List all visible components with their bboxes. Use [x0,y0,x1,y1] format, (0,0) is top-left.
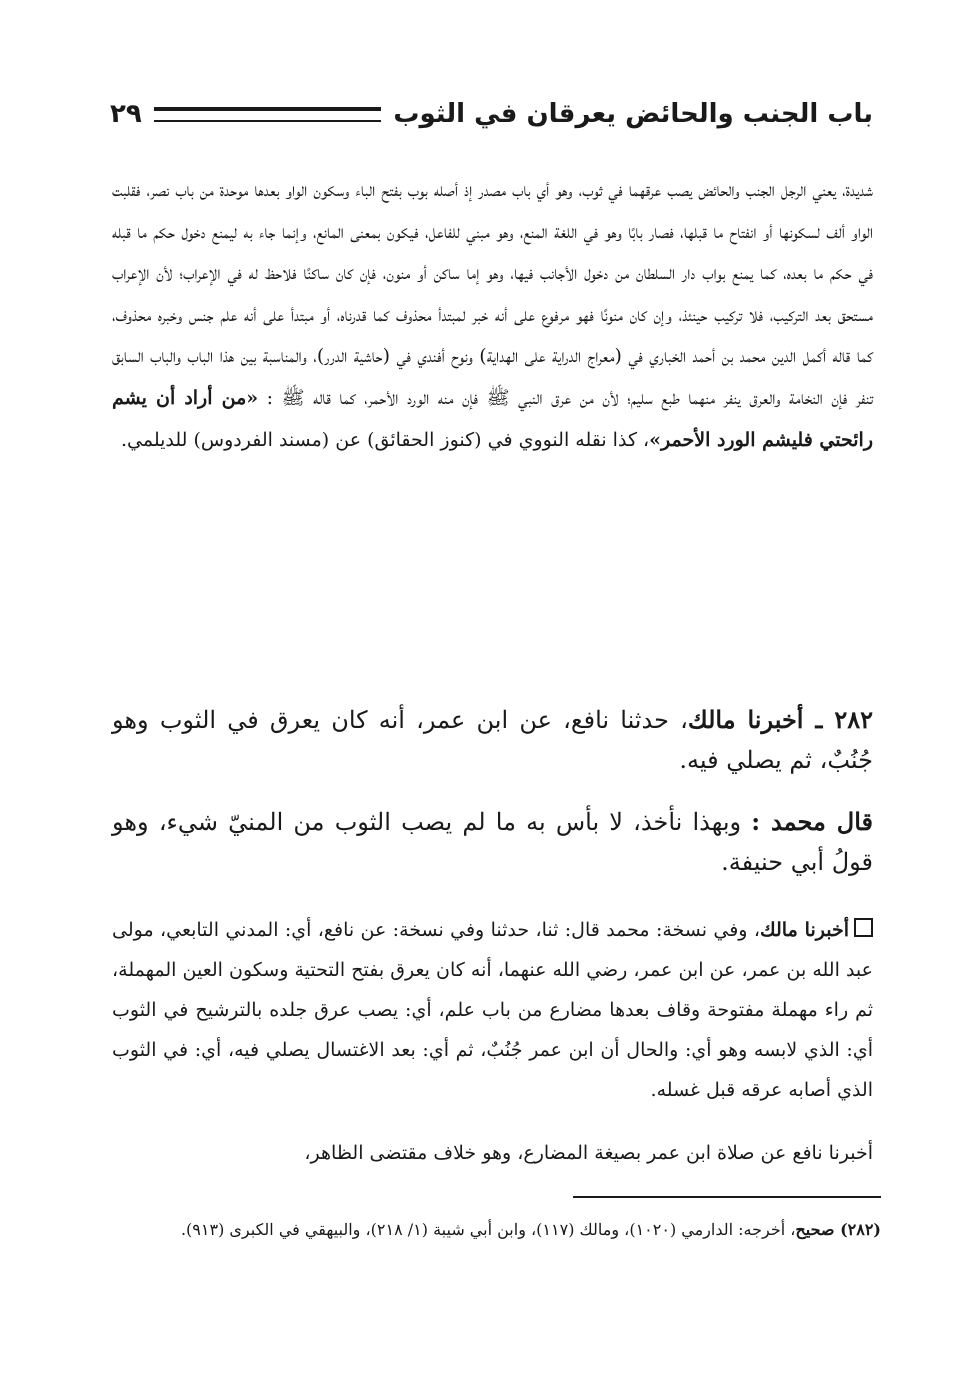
commentary-text-end: ، كذا نقله النووي في (كنوز الحقائق) عن (مسند الفردوس) للديلمي. [120,428,650,451]
prophetic-quote: «من أراد أن يشم رائحتي فليشم الورد الأحمر» [112,386,873,451]
closing-text: أخبرنا نافع عن صلاة ابن عمر بصيغة المضارع، وهو خلاف مقتضى الظاهر، [304,1142,873,1164]
footnote-text: ، أخرجه: الدارمي (١٠٢٠)، ومالك (١١٧)، وابن أبي شيبة (١/ ٢١٨)، والبيهقي في الكبرى (٩١٣). [180,1220,796,1239]
qaul-muhammad [112,802,873,882]
sharh-text: ، وفي نسخة: محمد قال: ثنا، حدثنا وفي نسخة: عن نافع، أي: المدني التابعي، مولى عبد الله بن عمر، عن ابن عمر، رضي الله عنهما، أنه كان يعرق بفتح التحتية وسكون العين المهملة، ثم راء مهملة مفتوحة وقاف بعدها مضارع من باب علم، أي: يصب عرق جلده بالترشيح في الثوب أي: الذي لابسه وهو أي: والحال أن ابن عمر جُنُبٌ، ثم أي: بعد الاغتسال يصلي فيه، أي: في الثوب الذي أصابه عرقه قبل غسله. [112,919,873,1101]
commentary-text: شديدة، يعني الرجل الجنب والحائض يصب عرقهما في ثوب، وهو أي باب مصدر إذ أصله بوب بفتح الباء وسكون الواو بعدها موحدة من باب نصر، فقلبت الواو ألف لسكونها أو انفتاح ما قبلها، فصار بابًا وهو في اللغة المنع، وهو مبني للفاعل، فيكون بمعنى المانع، وإنما جاء به ليمنع دخول حكم ما قبله في حكم ما بعده، كما يمنع بواب دار السلطان من دخول الأجانب فيها، وهو إما ساكن أو منون، فإن كان ساكنًا فلاحظ له في الإعراب؛ لأن الإعراب مستحق بعد التركيب، فلا تركيب حينئذ، وإن كان منونًا فهو مرفوع على أنه خبر لمبتدأ محذوف كما قدرناه، أو مبتدأ على أنه علم جنس وخبره محذوف، كما قاله أكمل الدين محمد بن أحمد الخباري في (معراج الدراية على الهداية) ونوح أفندي في (حاشية الدرر)، والمناسبة بين هذا الباب والباب السابق تنفر فإن النخامة والعرق ينفر منهما طبع سليم؛ لأن من عرق النبي ﷺ فإن منه الورد الأحمر، كما قاله ﷺ : [112,179,873,409]
page-number: ٢٩ [110,99,142,129]
footnote [110,1215,881,1245]
commentary-paragraph [112,170,873,461]
footnote-rule [573,1196,881,1198]
chapter-title: باب الجنب والحائض يعرقان في الثوب [393,99,873,129]
hadith-text: ، حدثنا نافع، عن ابن عمر، أنه كان يعرق في الثوب وهو جُنُبٌ، ثم يصلي فيه. [112,706,873,774]
hadith-label: ٢٨٢ ـ أخبرنا مالك [687,705,873,734]
header-rule [154,107,382,122]
page-header [110,90,873,138]
sharh-label: أخبرنا مالك [759,919,850,941]
hadith-282 [112,700,873,780]
qaul-label: قال محمد : [751,807,873,836]
square-marker-icon [854,918,873,937]
footnote-label: (٢٨٢) صحيح [795,1220,881,1239]
closing-paragraph [112,1133,873,1173]
sharh-paragraph [112,910,873,1110]
qaul-text: وبهذا نأخذ، لا بأس به ما لم يصب الثوب من المنيّ شيء، وهو قولُ أبي حنيفة. [112,808,873,876]
